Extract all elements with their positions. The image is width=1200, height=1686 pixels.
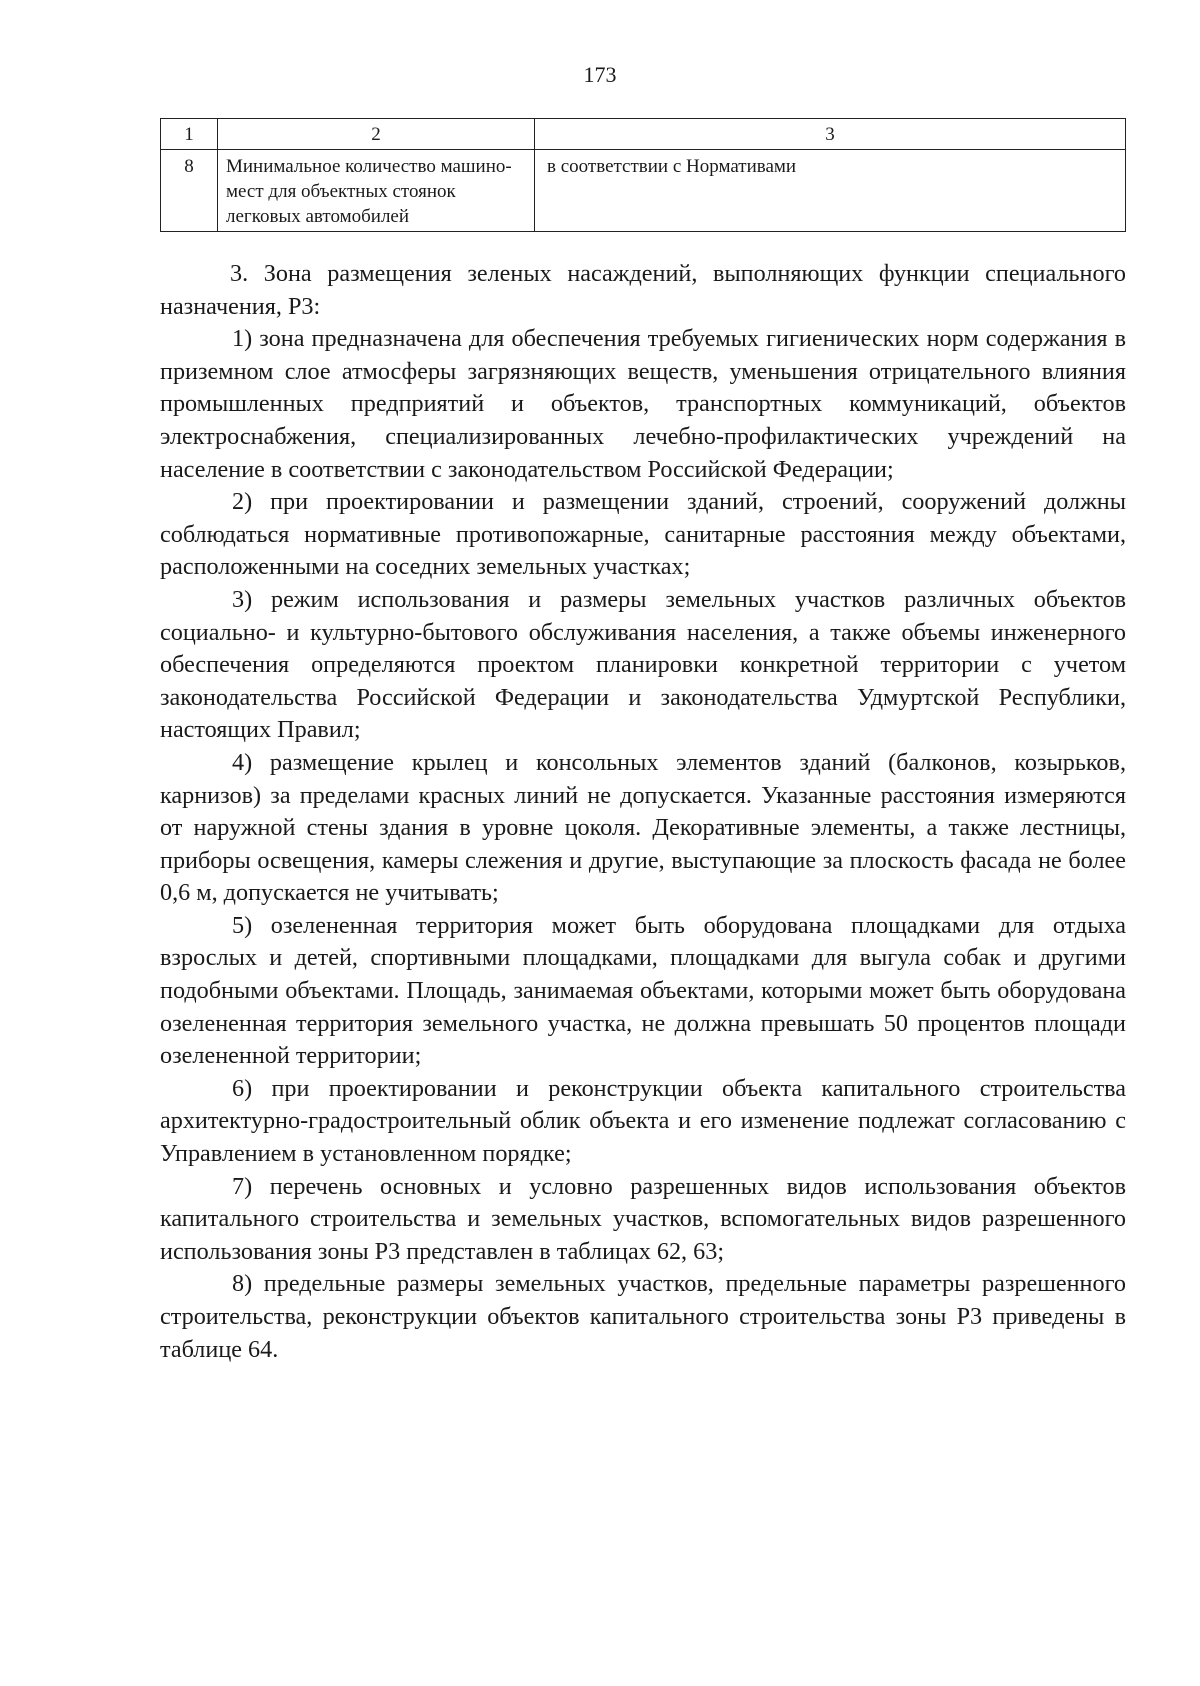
list-item: 7) перечень основных и условно разрешенных видов использования объектов капитального строительства и земельных участков, вспомогательных видов разрешенного использования зоны Р3 представлен в таблицах 62, 63; xyxy=(160,1172,1126,1265)
table-cell-number: 8 xyxy=(161,150,218,232)
table-header-cell: 1 xyxy=(161,119,218,150)
table-header-row xyxy=(161,119,1126,150)
section-text xyxy=(160,258,1126,1366)
list-item: 1) зона предназначена для обеспечения требуемых гигиенических норм содержания в приземном слое атмосферы загрязняющих веществ, уменьшения отрицательного влияния промышленных предприятий и объектов, транспортных коммуникаций, объектов электроснабжения, специализированных лечебно-профилактических учреждений на население в соответствии с законодательством Российской Федерации; xyxy=(160,325,1126,483)
list-item: 2) при проектировании и размещении зданий, строений, сооружений должны соблюдаться нормативные противопожарные, санитарные расстояния между объектами, расположенными на соседних земельных участках; xyxy=(160,488,1126,581)
list-item: 6) при проектировании и реконструкции объекта капитального строительства архитектурно-градостроительный облик объекта и его изменение подлежат согласованию с Управлением в установленном порядке; xyxy=(160,1074,1126,1168)
list-item: 5) озелененная территория может быть оборудована площадками для отдыха взрослых и детей, спортивными площадками, площадками для выгула собак и другими подобными объектами. Площадь, занимаемая объектами, которыми может быть оборудована озелененная территория земельного участка, не должна превышать 50 процентов площади озелененной территории; xyxy=(160,911,1126,1070)
page-number: 173 xyxy=(583,62,617,87)
table-cell-parameter: Минимальное количество машино-мест для объектных стоянок легковых автомобилей xyxy=(218,150,535,232)
section-heading: 3. Зона размещения зеленых насаждений, выполняющих функции специального назначения, Р3: xyxy=(160,260,1126,320)
table-cell-value: в соответствии с Нормативами xyxy=(535,150,1126,232)
list-item: 4) размещение крылец и консольных элементов зданий (балконов, козырьков, карнизов) за пределами красных линий не допускается. Указанные расстояния измеряются от наружной стены здания в уровне цоколя. Декоративные элементы, а также лестницы, приборы освещения, камеры слежения и другие, выступающие за плоскость фасада не более 0,6 м, допускается не учитывать; xyxy=(160,748,1126,907)
table-header-cell: 2 xyxy=(218,119,535,150)
list-item: 8) предельные размеры земельных участков, предельные параметры разрешенного строительства, реконструкции объектов капитального строительства зоны Р3 приведены в таблице 64. xyxy=(160,1270,1126,1363)
parameters-table xyxy=(160,118,1126,232)
table-row xyxy=(161,150,1126,232)
list-item: 3) режим использования и размеры земельных участков различных объектов социально- и культурно-бытового обслуживания населения, а также объемы инженерного обеспечения определяются проектом планировки конкретной территории с учетом законодательства Российской Федерации и законодательства Удмуртской Республики, настоящих Правил; xyxy=(160,585,1126,744)
table-header-cell: 3 xyxy=(535,119,1126,150)
